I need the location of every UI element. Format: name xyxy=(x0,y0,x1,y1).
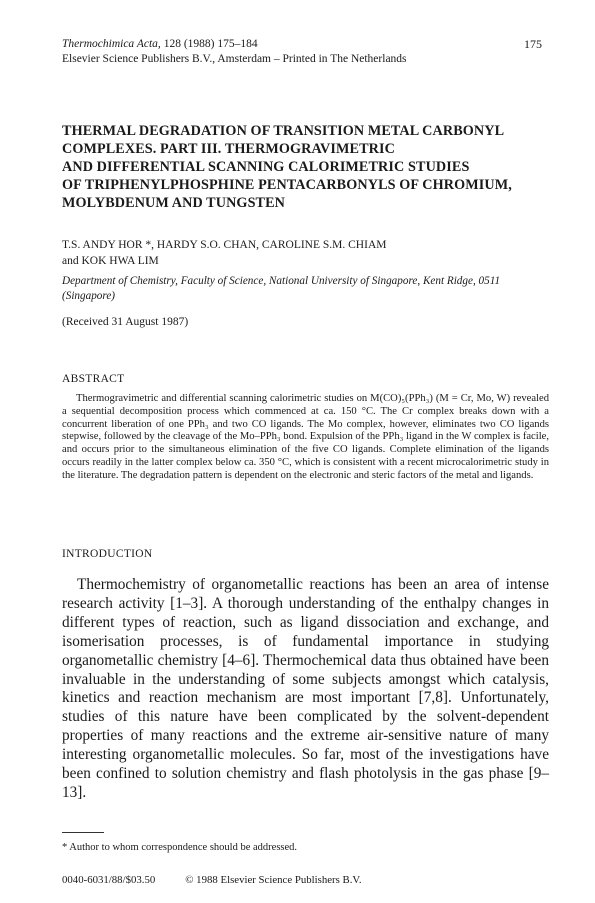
author-line: T.S. ANDY HOR *, HARDY S.O. CHAN, CAROLINE S.M. CHIAM xyxy=(62,239,387,251)
issn-code: 0040-6031/88/$03.50 xyxy=(62,874,156,886)
article-title xyxy=(62,122,542,212)
title-line: MOLYBDENUM AND TUNGSTEN xyxy=(62,195,286,211)
copyright-notice: © 1988 Elsevier Science Publishers B.V. xyxy=(185,874,362,886)
received-date: (Received 31 August 1987) xyxy=(62,316,189,328)
title-line: OF TRIPHENYLPHOSPHINE PENTACARBONYLS OF CHROMIUM, xyxy=(62,177,512,193)
abstract-body: Thermogravimetric and differential scanning calorimetric studies on M(CO)₅(PPh₃) (M = Cr, Mo, W) revealed a sequential decomposition process which commenced at ca. 150 °C. The Cr complex breaks down with a concurrent liberation of one PPh₃ and two CO ligands. The Mo complex, however, eliminates two CO ligands stepwise, followed by the cleavage of the Mo–PPh₃ bond. Expulsion of the PPh₃ ligand in the W complex is facile, and occurs prior to the simultaneous elimination of the five CO ligands. Complete elimination of the ligands occurs readily in the latter complex below ca. 350 °C, which is consistent with a recent microcalorimetric study in the literature. The degradation pattern is dependent on the electronic and steric factors of the metal and ligands. xyxy=(62,393,549,481)
affiliation: Department of Chemistry, Faculty of Science, National University of Singapore, Kent Ridge, 0511 (Singapore) xyxy=(62,275,501,302)
page-footer xyxy=(62,874,362,886)
author-line: and KOK HWA LIM xyxy=(62,254,159,267)
title-line: AND DIFFERENTIAL SCANNING CALORIMETRIC STUDIES xyxy=(62,159,470,175)
citation-details: 128 (1988) 175–184 xyxy=(160,38,258,50)
abstract-heading: ABSTRACT xyxy=(62,373,125,385)
author-list xyxy=(62,238,386,269)
journal-citation xyxy=(62,37,258,52)
page-number: 175 xyxy=(524,37,542,51)
journal-name: Thermochimica Acta, xyxy=(62,38,161,50)
publisher-line: Elsevier Science Publishers B.V., Amsterdam – Printed in The Netherlands xyxy=(62,53,407,65)
footnote: * Author to whom correspondence should be addressed. xyxy=(62,842,298,853)
introduction-body: Thermochemistry of organometallic reactions has been an area of intense research activity [1–3]. A thorough understanding of the enthalpy changes in different types of reaction, such as ligand dissociation and exchange, and isomerisation processes, is of fundamental importance in studying organometallic chemistry [4–6]. Thermochemical data thus obtained have been invaluable in the understanding of some subjects amongst which catalysis, kinetics and reaction mechanism are most important [7,8]. Unfortunately, studies of this nature have been complicated by the solvent-dependent properties of many reactions and the extreme air-sensitive nature of many interesting organometallic molecules. So far, most of the investigations have been confined to solution chemistry and flash photolysis in the gas phase [9–13]. xyxy=(62,576,549,801)
introduction-heading: INTRODUCTION xyxy=(62,548,153,560)
title-line: COMPLEXES. PART III. THERMOGRAVIMETRIC xyxy=(62,141,395,157)
footnote-divider xyxy=(62,832,104,833)
title-line: THERMAL DEGRADATION OF TRANSITION METAL CARBONYL xyxy=(62,123,505,139)
